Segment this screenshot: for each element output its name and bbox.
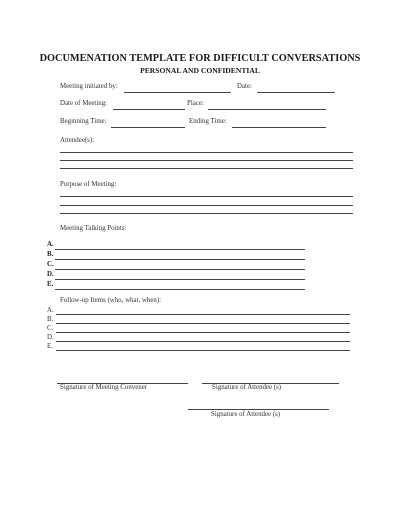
attendees-line-1[interactable]: [60, 152, 353, 153]
follow-up-marker-e: E.: [47, 343, 53, 350]
beginning-time-field[interactable]: [111, 127, 185, 128]
talking-point-line-e[interactable]: [55, 289, 305, 290]
follow-up-label: Follow-up Items (who, what, when):: [60, 297, 162, 304]
place-field[interactable]: [208, 109, 326, 110]
meeting-initiated-by-label: Meeting initiated by:: [60, 83, 118, 90]
talking-point-marker-d: D.: [47, 271, 54, 278]
attendees-line-3[interactable]: [60, 168, 353, 169]
attendees-label: Attendee(s):: [60, 137, 95, 144]
attendee-signature-label-1: Signature of Attendee (s): [212, 384, 282, 391]
follow-up-line-a[interactable]: [56, 314, 350, 315]
ending-time-field[interactable]: [232, 127, 326, 128]
purpose-line-1[interactable]: [60, 196, 353, 197]
talking-point-marker-b: B.: [47, 251, 54, 258]
talking-point-line-a[interactable]: [55, 249, 305, 250]
attendee-signature-label-2: Signature of Attendee (s): [211, 411, 281, 418]
beginning-time-label: Beginning Time:: [60, 118, 107, 125]
purpose-line-2[interactable]: [60, 205, 353, 206]
document-title: DOCUMENATION TEMPLATE FOR DIFFICULT CONVERSATIONS: [39, 53, 361, 64]
date-of-meeting-label: Date of Meeting:: [60, 100, 108, 107]
talking-point-line-c[interactable]: [55, 269, 305, 270]
purpose-label: Purpose of Meeting:: [60, 181, 117, 188]
talking-point-line-b[interactable]: [55, 259, 305, 260]
place-label: Place:: [187, 100, 204, 107]
follow-up-line-c[interactable]: [56, 332, 350, 333]
follow-up-marker-d: D.: [47, 334, 54, 341]
attendee-signature-line-2[interactable]: [188, 409, 329, 410]
follow-up-marker-c: C.: [47, 325, 54, 332]
follow-up-line-b[interactable]: [56, 323, 350, 324]
document-subtitle: PERSONAL AND CONFIDENTIAL: [140, 66, 260, 75]
ending-time-label: Ending Time:: [189, 118, 227, 125]
talking-point-line-d[interactable]: [55, 279, 305, 280]
talking-points-label: Meeting Talking Points:: [60, 225, 127, 232]
follow-up-marker-a: A.: [47, 307, 54, 314]
follow-up-marker-b: B.: [47, 316, 54, 323]
talking-point-marker-e: E.: [47, 281, 54, 288]
meeting-initiated-by-field[interactable]: [124, 92, 231, 93]
talking-point-marker-c: C.: [47, 261, 54, 268]
purpose-line-3[interactable]: [60, 213, 353, 214]
date-of-meeting-field[interactable]: [113, 109, 185, 110]
date-label: Date:: [237, 83, 252, 90]
attendees-line-2[interactable]: [60, 160, 353, 161]
convener-signature-label: Signature of Meeting Convener: [60, 384, 148, 391]
follow-up-line-d[interactable]: [56, 341, 350, 342]
follow-up-line-e[interactable]: [56, 350, 350, 351]
talking-point-marker-a: A.: [47, 241, 54, 248]
date-field[interactable]: [257, 92, 335, 93]
